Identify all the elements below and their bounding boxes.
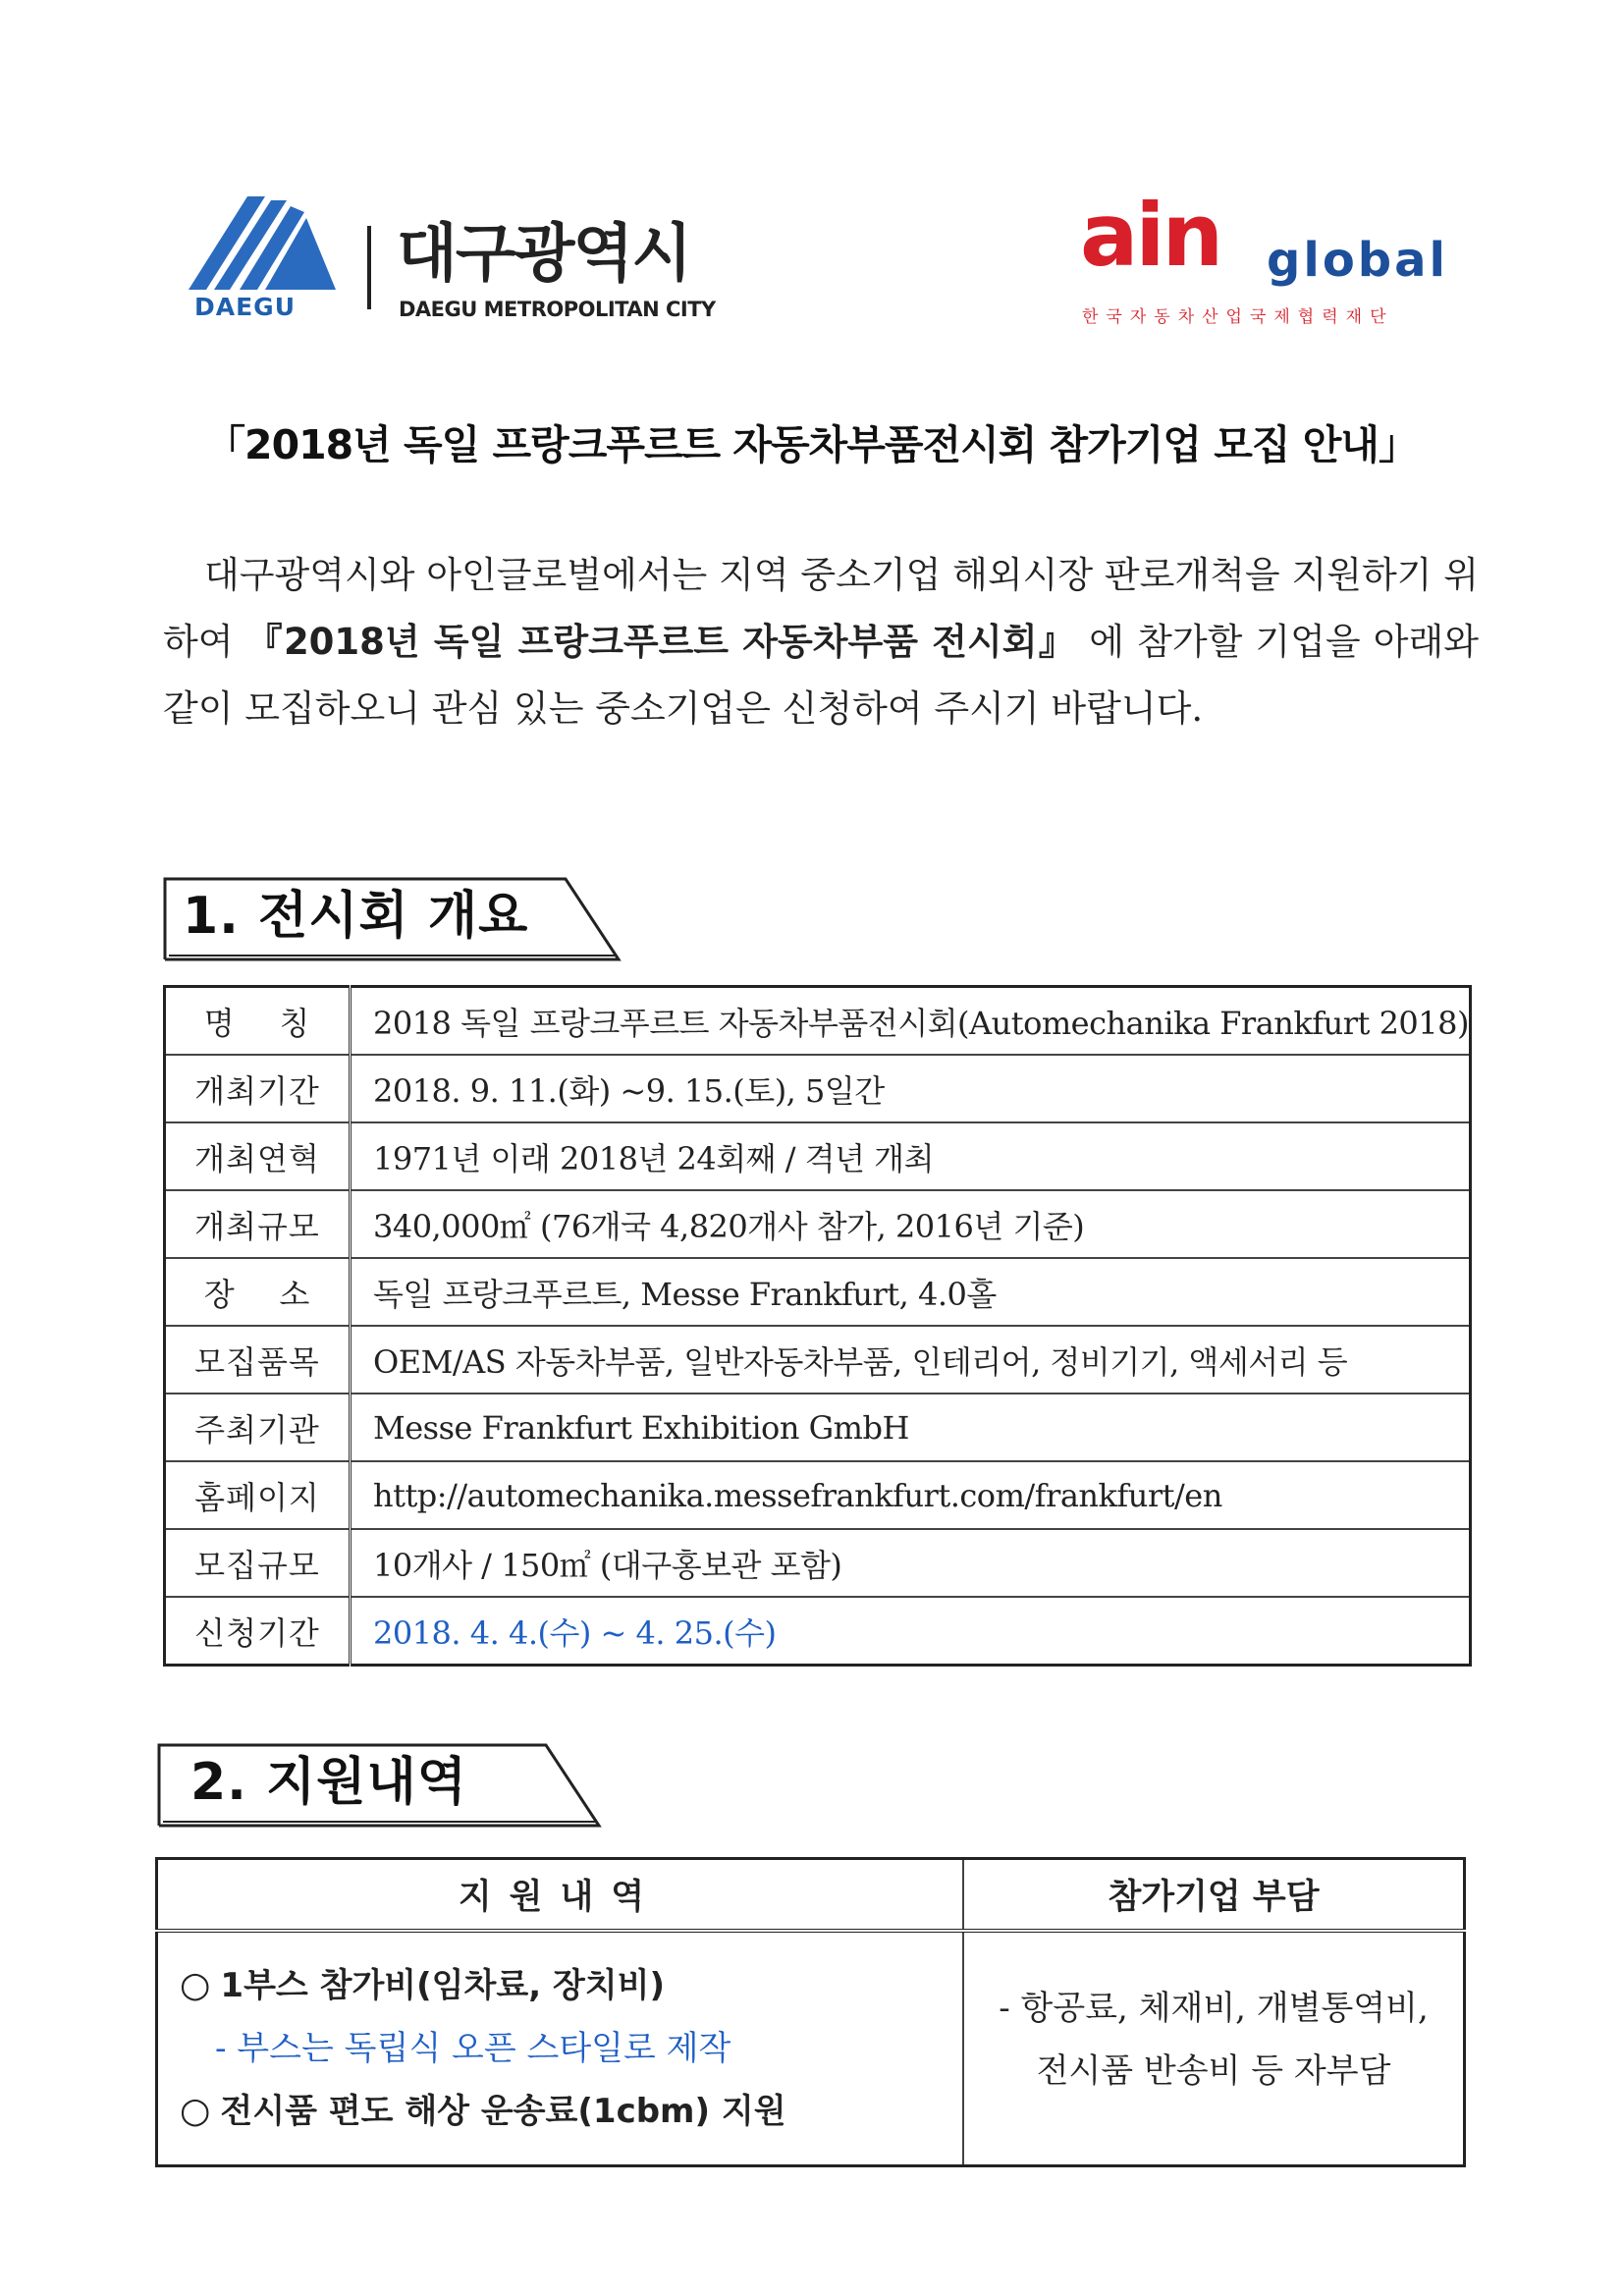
burden-cell: [963, 1931, 1465, 2166]
support-item-1: [180, 1954, 962, 2017]
row-value: http://automechanika.messefrankfurt.com/frankfurt/en: [350, 1461, 1470, 1529]
support-item-2-text: 전시품 편도 해상 운송료(1cbm) 지원: [220, 2092, 786, 2131]
row-key: 신청기간: [165, 1597, 351, 1666]
table-row: [165, 1326, 1471, 1394]
daegu-mark-text: DAEGU: [194, 293, 296, 321]
row-value: 2018 독일 프랑크푸르트 자동차부품전시회(Automechanika Frankfurt 2018): [372, 1004, 1469, 1042]
daegu-city-subtitle: DAEGU METROPOLITAN CITY: [399, 298, 716, 321]
logo-divider: [367, 226, 371, 309]
burden-line-1: - 항공료, 체재비, 개별통역비,: [999, 1988, 1429, 2028]
intro-text-bold: 『2018년 독일 프랑크푸르트 자동차부품 전시회』: [245, 621, 1077, 663]
row-value: 1971년 이래 2018년 24회째 / 격년 개최: [350, 1122, 1470, 1190]
table-row: [165, 1529, 1471, 1597]
row-value: OEM/AS 자동차부품, 일반자동차부품, 인테리어, 정비기기, 액세서리 등: [350, 1326, 1470, 1394]
table-row: [165, 1461, 1471, 1529]
ain-logo-word: ain: [1080, 185, 1221, 286]
support-item-1-sub: - 부스는 독립식 오픈 스타일로 제작: [215, 2029, 731, 2068]
row-key: 홈페이지: [165, 1461, 351, 1529]
section2-heading-box: [157, 1743, 605, 1828]
ain-logo-subtitle: 한국자동차산업국제협력재단: [1082, 307, 1394, 327]
intro-text-before: 대구광역시와 아인글로벌에서는 지역 중소기업 해외시장 판로개척을 지원하기 위하여: [163, 554, 1479, 663]
row-value: 2018. 9. 11.(화) ~9. 15.(토), 5일간: [350, 1055, 1470, 1122]
support-details-table: [155, 1857, 1466, 2167]
row-key: 개최규모: [165, 1190, 351, 1258]
table-row: [165, 1055, 1471, 1122]
row-key: 개최기간: [165, 1055, 351, 1122]
row-key: 장 소: [165, 1258, 351, 1326]
table-row: [165, 987, 1471, 1056]
section1-heading-box: [163, 877, 624, 961]
col-header-burden: 참가기업 부담: [963, 1859, 1465, 1932]
section2-heading: 2. 지원내역: [190, 1753, 467, 1812]
row-key: 모집품목: [165, 1326, 351, 1394]
support-item-2: [180, 2080, 962, 2143]
bullet-circle-icon: ○: [180, 1965, 211, 2005]
table-row: [165, 1394, 1471, 1461]
section1-heading: 1. 전시회 개요: [183, 887, 529, 946]
row-value: 10개사 / 150㎡ (대구홍보관 포함): [350, 1529, 1470, 1597]
row-value: 독일 프랑크푸르트, Messe Frankfurt, 4.0홀: [350, 1258, 1470, 1326]
row-value: Messe Frankfurt Exhibition GmbH: [350, 1394, 1470, 1461]
bullet-circle-icon: ○: [180, 2091, 211, 2131]
table-row: [165, 1122, 1471, 1190]
table-row: [165, 1597, 1471, 1666]
support-item-1-text: 1부스 참가비(임차료, 장치비): [220, 1966, 666, 2005]
ain-global-logo: [1080, 187, 1492, 334]
ain-logo-global: global: [1267, 233, 1448, 288]
table-row: [165, 1190, 1471, 1258]
table-row: [165, 1258, 1471, 1326]
row-key: 모집규모: [165, 1529, 351, 1597]
intro-paragraph: [163, 542, 1479, 742]
daegu-logo: [189, 187, 719, 324]
row-key: 명 칭: [165, 987, 351, 1056]
document-title: 「2018년 독일 프랑크푸르트 자동차부품전시회 참가기업 모집 안내」: [205, 421, 1418, 468]
intro-text-after: 에 참가할 기업을 아래와 같이 모집하오니 관심 있는 중소기업은 신청하여 주시기 바랍니다.: [163, 621, 1479, 730]
col-header-support: 지원내역: [157, 1859, 964, 1932]
burden-line-2: 전시품 반송비 등 자부담: [1036, 2050, 1391, 2091]
row-value: 340,000㎡ (76개국 4,820개사 참가, 2016년 기준): [350, 1190, 1470, 1258]
row-key: 주최기관: [165, 1394, 351, 1461]
support-cell: [157, 1931, 964, 2166]
row-key: 개최연혁: [165, 1122, 351, 1190]
row-value: 2018. 4. 4.(수) ~ 4. 25.(수): [350, 1597, 1470, 1666]
daegu-city-name: 대구광역시: [397, 218, 691, 291]
exhibition-overview-table: [163, 985, 1472, 1667]
